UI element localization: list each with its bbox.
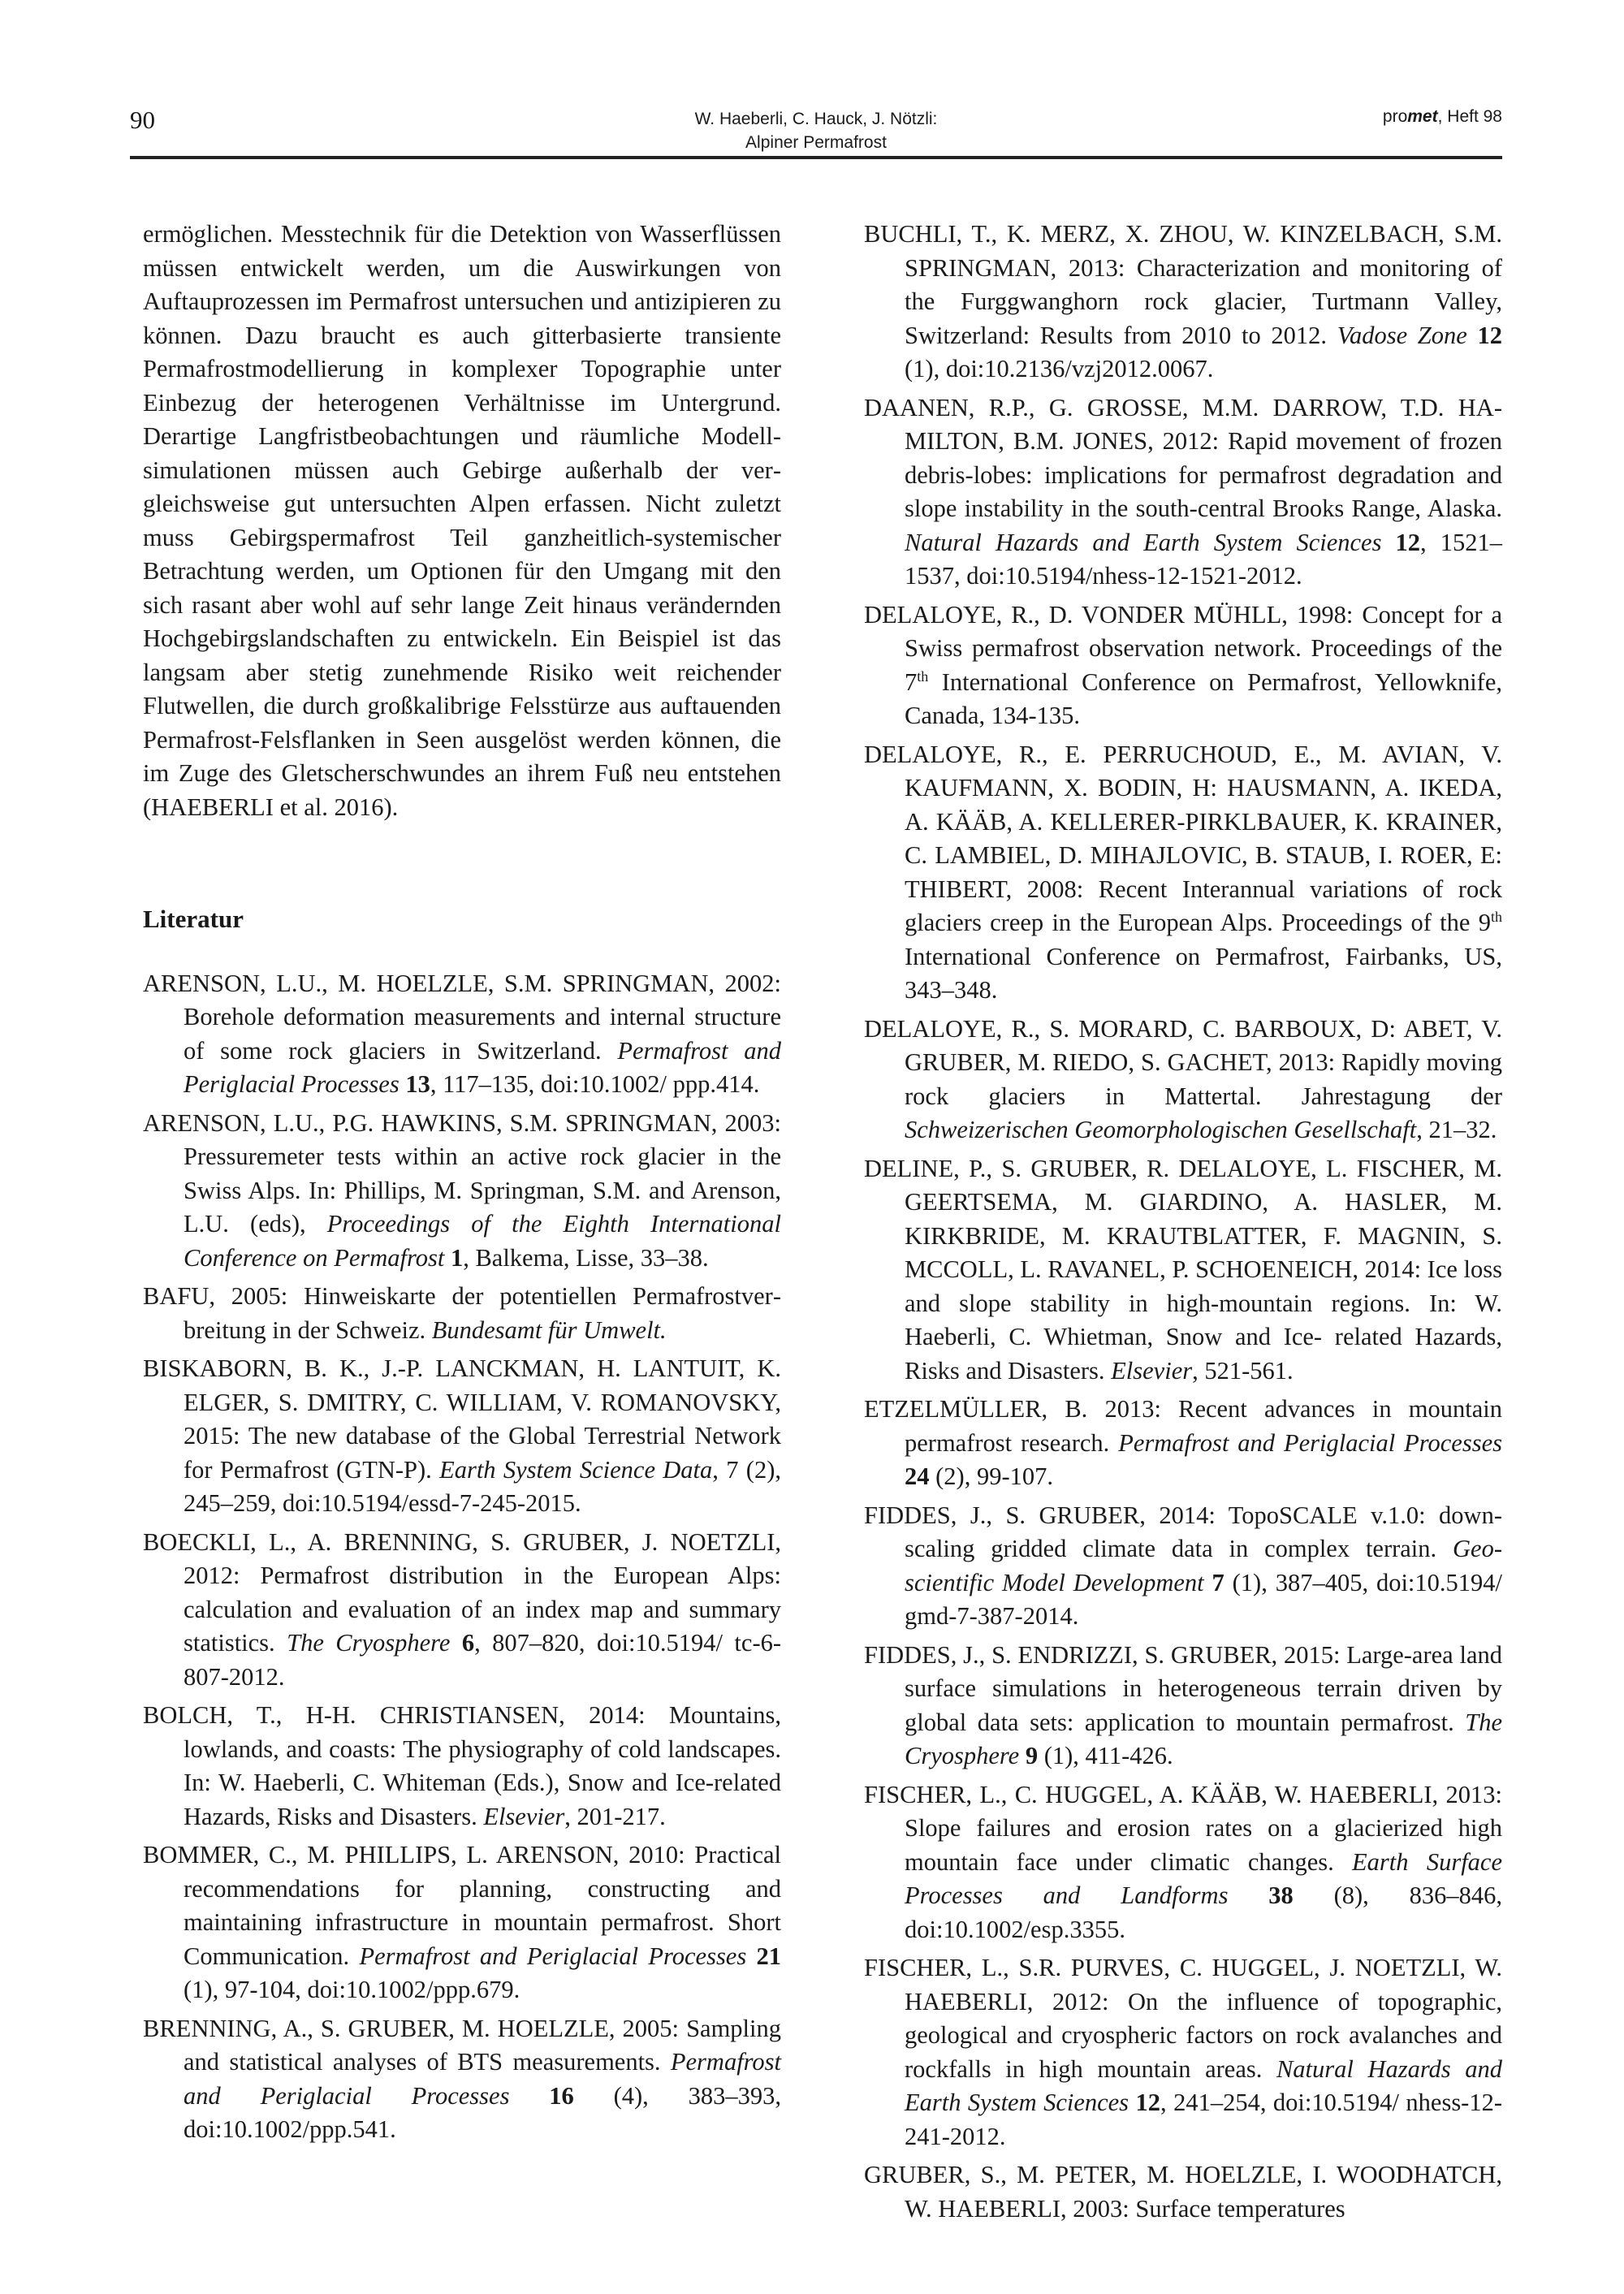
- running-subtitle: Alpiner Permafrost: [745, 133, 887, 152]
- reference-volume: 12: [1129, 2089, 1161, 2116]
- reference-authors: FISCHER, L., C. HUGGEL, A. KÄÄB, W. HAEBERLI, 2013: Slope failures and erosion rates on a glacierized high mountain face under climatic changes.: [864, 1780, 1502, 1876]
- reference-journal: Permafrost and Periglacial Processes: [359, 1942, 747, 1970]
- reference-journal: Earth System Science Data: [439, 1455, 713, 1484]
- reference-authors: ETZELMÜLLER, B. 2013: Recent advances in mountain permafrost research.: [864, 1395, 1502, 1457]
- reference-journal: Natural Hazards and Earth System Sciences: [905, 528, 1382, 556]
- reference-authors: FIDDES, J., S. ENDRIZZI, S. GRUBER, 2015: Large-area land surface simulations in heterogeneous terrain driven by global data sets: application to mountain permafrost.: [864, 1640, 1502, 1736]
- reference-volume: 21: [746, 1942, 781, 1970]
- running-title: [130, 107, 1502, 154]
- reference-journal: The Cryosphere: [905, 1708, 1502, 1769]
- reference-volume: 24: [905, 1462, 930, 1490]
- reference-pages: , 521-561.: [1192, 1356, 1294, 1385]
- reference-entry: [864, 391, 1502, 594]
- reference-entry: [143, 1699, 781, 1834]
- running-authors: W. Haeberli, C. Hauck, J. Nötzli:: [694, 110, 938, 128]
- reference-volume: 38: [1228, 1881, 1294, 1909]
- reference-authors: BOLCH, T., H-H. CHRISTIANSEN, 2014: Mountains, lowlands, and coasts: The physiography of cold landscapes. In: W. Haeberli, C. Whiteman (Eds.), Snow and Ice-related Hazards, Risks and Disasters.: [143, 1701, 781, 1830]
- reference-volume: 7: [1203, 1568, 1224, 1596]
- reference-journal: Elsevier: [483, 1802, 565, 1830]
- reference-entry: [143, 1107, 781, 1276]
- reference-pages: , 807–820, doi:10.5194/ tc-6-807-2012.: [184, 1629, 782, 1691]
- journal-name: [1383, 107, 1502, 127]
- ordinal-superscript: th: [1490, 908, 1502, 925]
- reference-authors: GRUBER, S., M. PETER, M. HOELZLE, I. WOODHATCH, W. HAEBERLI, 2003: Surface temperatures: [864, 2161, 1502, 2223]
- reference-volume: 6: [450, 1629, 475, 1657]
- reference-entry: [864, 1393, 1502, 1494]
- body-paragraph: ermöglichen. Messtechnik für die Detektion von Wasserflüssen müssen entwickelt werden, um die Auswirkungen von Auftauprozessen im Permafrost untersuchen und antizipieren zu können. Dazu braucht es auch gitterbasierte transiente Permafrostmodellierung in komplexer Topographie unter Einbezug der heterogenen Verhältnisse im Untergrund. Derartige Langfristbeobachtungen und räumliche Modellsimulationen müssen auch Gebirge außerhalb der vergleichsweise gut untersuchten Alpen erfassen. Nicht zuletzt muss Gebirgspermafrost Teil ganzheitlich-systemischer Betrachtung werden, um Optionen für den Umgang mit den sich rasant aber wohl auf sehr lange Zeit hinaus verändernden Hochgebirgslandschaften zu entwickeln. Ein Beispiel ist das langsam aber stetig zunehmende Risiko weit reichender Flutwellen, die durch großkalibrige Felsstürze aus auftauenden Permafrost-Felsflanken in Seen ausgelöst werden können, die im Zuge des Gletscherschwundes an ihrem Fuß neu entstehen (HAEBERLI et al. 2016).: [143, 220, 781, 821]
- reference-list-left: [143, 967, 781, 2152]
- reference-pages: (1), doi:10.2136/vzj2012.0067.: [905, 355, 1214, 382]
- reference-authors: ARENSON, L.U., M. HOELZLE, S.M. SPRINGMAN, 2002: Borehole deformation measurements and internal structure of some rock glaciers in Switzerland.: [143, 969, 781, 1065]
- reference-authors: FISCHER, L., S.R. PURVES, C. HUGGEL, J. NOETZLI, W. HAEBERLI, 2012: On the influence of topographic, geological and cryospheric factors on rock avalanches and rockfalls in high mountain areas.: [864, 1954, 1502, 2083]
- literature-heading: Literatur: [143, 905, 244, 933]
- reference-pages: , 241–254, doi:10.5194/ nhess-12-241-2012.: [905, 2089, 1502, 2150]
- reference-pages: , 21–32.: [1416, 1116, 1497, 1143]
- reference-journal: Proceedings of the Eighth International Conference on Permafrost: [184, 1210, 781, 1272]
- reference-journal: Schweizerischen Geomorphologischen Gesellschaft: [905, 1116, 1417, 1143]
- reference-journal: Natural Hazards and Earth System Sciences: [905, 2054, 1502, 2116]
- reference-journal: Vadose Zone: [1337, 321, 1467, 349]
- reference-journal: Permafrost and Periglacial Processes: [1118, 1428, 1502, 1457]
- reference-journal: Geoscientific Model Development: [905, 1535, 1502, 1596]
- reference-entry: [864, 2158, 1502, 2226]
- reference-journal: Bundesamt für Umwelt.: [431, 1315, 667, 1344]
- reference-pages: , 1521–1537, doi:10.5194/nhess-12-1521-2012.: [905, 528, 1502, 590]
- reference-authors: DELALOYE, R., E. PERRUCHOUD, E., M. AVIAN, V. KAUFMANN, X. BODIN, H: HAUSMANN, A. IKEDA, A. KÄÄB, A. KELLERER-PIRKLBAUER, K. KRAINER, C. LAMBIEL, D. MIHAJLOVIC, B. STAUB, I. ROER, E: THIBERT, 2008: Recent Interannual variations of rock glaciers creep in the European Alps. Proceedings of the 9: [864, 740, 1502, 936]
- reference-entry: [143, 1526, 781, 1695]
- reference-authors: ARENSON, L.U., P.G. HAWKINS, S.M. SPRINGMAN, 2003: Pressuremeter tests within an active rock glacier in the Swiss Alps. In: Phillips, M. Springman, S.M. and Arenson, L.U. (eds),: [143, 1108, 781, 1238]
- reference-pages: (4), 383–393, doi:10.1002/ppp.541.: [184, 2081, 781, 2143]
- reference-volume: 12: [1466, 321, 1502, 349]
- journal-issue: , Heft 98: [1437, 107, 1502, 126]
- reference-pages: (8), 836–846, doi:10.1002/esp.3355.: [905, 1881, 1502, 1943]
- reference-authors: BAFU, 2005: Hinweiskarte der potentiellen Permafrostverbreitung in der Schweiz.: [143, 1282, 781, 1344]
- reference-pages: , 7 (2), 245–259, doi:10.5194/essd-7-245-2015.: [184, 1455, 781, 1517]
- reference-authors: BISKABORN, B. K., J.-P. LANCKMAN, H. LANTUIT, K. ELGER, S. DMITRY, C. WILLIAM, V. ROMANOVSKY, 2015: The new database of the Global Terrestrial Network for Permafrost (GTN-P).: [143, 1354, 781, 1484]
- reference-authors: BRENNING, A., S. GRUBER, M. HOELZLE, 2005: Sampling and statistical analyses of BTS measurements.: [143, 2014, 781, 2076]
- reference-entry: [864, 1639, 1502, 1773]
- reference-entry: [143, 1838, 781, 2007]
- reference-volume: 13: [399, 1070, 430, 1098]
- reference-entry: [143, 2012, 781, 2147]
- reference-journal: Permafrost and Periglacial Processes: [184, 2048, 781, 2110]
- reference-journal: The Cryosphere: [287, 1629, 451, 1657]
- reference-volume: 9: [1019, 1742, 1039, 1769]
- reference-entry: [864, 598, 1502, 733]
- reference-authors: DELALOYE, R., D. VONDER MÜHLL, 1998: Concept for a Swiss permafrost observation network. Proceedings of the 7: [864, 600, 1502, 696]
- journal-pro: pro: [1382, 107, 1408, 126]
- ordinal-superscript: th: [917, 667, 929, 685]
- reference-entry: [864, 738, 1502, 1008]
- left-column: [143, 218, 781, 2152]
- page-number: 90: [130, 106, 155, 134]
- page-header: [130, 96, 1502, 158]
- reference-pages: (1), 387–405, doi:10.5194/ gmd-7-387-2014.: [905, 1568, 1502, 1630]
- reference-gap: [864, 2226, 1502, 2231]
- reference-authors: BOMMER, C., M. PHILLIPS, L. ARENSON, 2010: Practical recommendations for planning, constructing and maintaining infrastructure in mountain permafrost. Short Communication.: [143, 1841, 781, 1970]
- reference-pages: (1), 97-104, doi:10.1002/ppp.679.: [184, 1976, 520, 2003]
- reference-entry: [143, 967, 781, 1102]
- right-column: [864, 218, 1502, 2231]
- reference-journal: Permafrost and Periglacial Processes: [184, 1036, 781, 1098]
- reference-continuation: International Conference on Permafrost, Yellowknife, Canada, 134-135.: [905, 667, 1502, 729]
- reference-pages: , 117–135, doi:10.1002/ ppp.414.: [430, 1070, 760, 1098]
- reference-authors: DELINE, P., S. GRUBER, R. DELALOYE, L. FISCHER, M. GEERTSEMA, M. GIARDINO, A. HASLER, M. KIRKBRIDE, M. KRAUTBLATTER, F. MAGNIN, S. MCCOLL, L. RAVANEL, P. SCHOENEICH, 2014: Ice loss and slope stability in high-mountain regions. In: W. Haeberli, C. Whietman, Snow and Ice- related Hazards, Risks and Disasters.: [864, 1154, 1502, 1385]
- reference-entry: [864, 1013, 1502, 1147]
- reference-entry: [864, 1778, 1502, 1947]
- reference-continuation: International Conference on Permafrost, Fairbanks, US, 343–348.: [905, 942, 1502, 1004]
- reference-authors: FIDDES, J., S. GRUBER, 2014: TopoSCALE v.1.0: downscaling gridded climate data in complex terrain.: [864, 1501, 1502, 1562]
- reference-pages: , 201-217.: [564, 1802, 666, 1830]
- reference-authors: BUCHLI, T., K. MERZ, X. ZHOU, W. KINZELBACH, S.M. SPRINGMAN, 2013: Characterization and monitoring of the Furggwanghorn rock glacier, Turtmann Valley, Switzerland: Results from 2010 to 2012.: [864, 220, 1502, 349]
- reference-entry: [143, 1352, 781, 1521]
- journal-met: met: [1407, 107, 1438, 126]
- reference-entry: [864, 1499, 1502, 1634]
- header-rule: [130, 156, 1502, 159]
- reference-authors: DAANEN, R.P., G. GROSSE, M.M. DARROW, T.D. HAMILTON, B.M. JONES, 2012: Rapid movement of frozen debris-lobes: implications for permafrost degradation and slope instability in the south-central Brooks Range, Alaska.: [864, 393, 1502, 522]
- reference-volume: 16: [509, 2081, 574, 2110]
- reference-entry: [143, 1280, 781, 1347]
- reference-pages: , Balkema, Lisse, 33–38.: [463, 1243, 709, 1272]
- reference-entry: [864, 1951, 1502, 2154]
- reference-pages: (2), 99-107.: [929, 1462, 1053, 1490]
- reference-entry: [864, 1152, 1502, 1389]
- reference-entry: [864, 218, 1502, 387]
- reference-volume: 1: [444, 1243, 464, 1272]
- reference-journal: Earth Surface Processes and Landforms: [905, 1847, 1502, 1909]
- reference-pages: (1), 411-426.: [1038, 1742, 1173, 1769]
- reference-journal: Elsevier: [1111, 1356, 1193, 1385]
- reference-list-right: [864, 218, 1502, 2231]
- reference-authors: DELALOYE, R., S. MORARD, C. BARBOUX, D: ABET, V. GRUBER, M. RIEDO, S. GACHET, 2013: Rapidly moving rock glaciers in Mattertal. Jahrestagung der: [864, 1014, 1502, 1110]
- reference-volume: 12: [1381, 528, 1421, 556]
- reference-gap: [143, 2147, 781, 2152]
- reference-authors: BOECKLI, L., A. BRENNING, S. GRUBER, J. NOETZLI, 2012: Permafrost distribution in the European Alps: calculation and evaluation of an index map and summary statistics.: [143, 1527, 781, 1657]
